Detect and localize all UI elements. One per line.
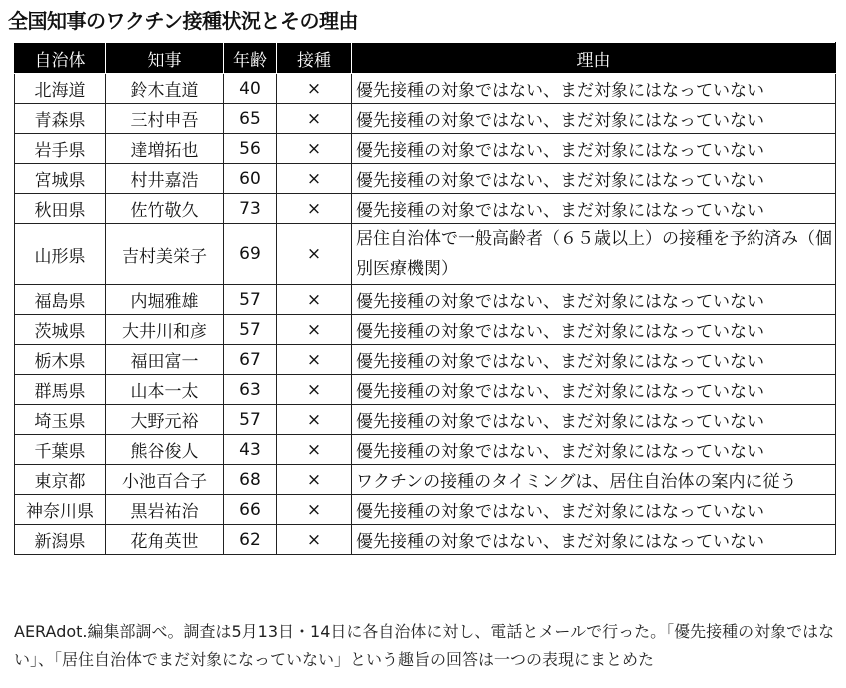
cell-prefecture: 北海道 [15,74,106,104]
cell-reason: 優先接種の対象ではない、まだ対象にはなっていない [352,315,836,345]
cell-governor: 吉村美栄子 [106,224,224,285]
cell-reason: 優先接種の対象ではない、まだ対象にはなっていない [352,134,836,164]
cell-reason: ワクチンの接種のタイミングは、居住自治体の案内に従う [352,465,836,495]
governor-vaccination-table [14,42,836,555]
table-row [15,465,836,495]
cell-prefecture: 福島県 [15,285,106,315]
cell-reason: 優先接種の対象ではない、まだ対象にはなっていない [352,104,836,134]
cell-vaccinated: × [277,525,352,555]
cell-prefecture: 埼玉県 [15,405,106,435]
table-row [15,134,836,164]
cell-reason: 優先接種の対象ではない、まだ対象にはなっていない [352,405,836,435]
cell-prefecture: 茨城県 [15,315,106,345]
cell-reason: 優先接種の対象ではない、まだ対象にはなっていない [352,194,836,224]
cell-prefecture: 千葉県 [15,435,106,465]
cell-vaccinated: × [277,134,352,164]
cell-vaccinated: × [277,194,352,224]
cell-age: 57 [224,405,277,435]
table-row [15,405,836,435]
cell-governor: 福田富一 [106,345,224,375]
page-title: 全国知事のワクチン接種状況とその理由 [8,9,358,33]
cell-reason: 優先接種の対象ではない、まだ対象にはなっていない [352,345,836,375]
cell-age: 60 [224,164,277,194]
table-row [15,285,836,315]
cell-governor: 達増拓也 [106,134,224,164]
table-row [15,495,836,525]
cell-prefecture: 群馬県 [15,375,106,405]
cell-reason: 居住自治体で一般高齢者（６５歳以上）の接種を予約済み（個別医療機関） [352,224,836,285]
cell-prefecture: 神奈川県 [15,495,106,525]
cell-reason: 優先接種の対象ではない、まだ対象にはなっていない [352,375,836,405]
cell-vaccinated: × [277,224,352,285]
cell-reason: 優先接種の対象ではない、まだ対象にはなっていない [352,285,836,315]
cell-governor: 黒岩祐治 [106,495,224,525]
table-row [15,525,836,555]
cell-age: 63 [224,375,277,405]
cell-governor: 佐竹敬久 [106,194,224,224]
cell-vaccinated: × [277,435,352,465]
table-row [15,74,836,104]
cell-reason: 優先接種の対象ではない、まだ対象にはなっていない [352,525,836,555]
cell-age: 67 [224,345,277,375]
cell-governor: 内堀雅雄 [106,285,224,315]
cell-prefecture: 山形県 [15,224,106,285]
cell-age: 62 [224,525,277,555]
cell-governor: 三村申吾 [106,104,224,134]
cell-vaccinated: × [277,465,352,495]
cell-vaccinated: × [277,104,352,134]
header-vaccinated: 接種 [277,43,352,74]
cell-age: 68 [224,465,277,495]
table-row [15,375,836,405]
cell-governor: 大野元裕 [106,405,224,435]
cell-prefecture: 青森県 [15,104,106,134]
cell-governor: 鈴木直道 [106,74,224,104]
table-row [15,315,836,345]
cell-prefecture: 宮城県 [15,164,106,194]
cell-prefecture: 岩手県 [15,134,106,164]
cell-reason: 優先接種の対象ではない、まだ対象にはなっていない [352,495,836,525]
cell-governor: 熊谷俊人 [106,435,224,465]
cell-age: 69 [224,224,277,285]
cell-prefecture: 栃木県 [15,345,106,375]
table-row [15,435,836,465]
header-prefecture: 自治体 [15,43,106,74]
cell-vaccinated: × [277,405,352,435]
cell-vaccinated: × [277,495,352,525]
cell-governor: 村井嘉浩 [106,164,224,194]
table-row [15,194,836,224]
cell-prefecture: 東京都 [15,465,106,495]
cell-age: 66 [224,495,277,525]
header-reason: 理由 [352,43,836,74]
table-header-row [15,43,836,74]
cell-reason: 優先接種の対象ではない、まだ対象にはなっていない [352,164,836,194]
cell-age: 57 [224,285,277,315]
cell-governor: 小池百合子 [106,465,224,495]
cell-prefecture: 新潟県 [15,525,106,555]
cell-vaccinated: × [277,285,352,315]
cell-age: 57 [224,315,277,345]
table-row [15,345,836,375]
cell-governor: 大井川和彦 [106,315,224,345]
cell-vaccinated: × [277,315,352,345]
cell-vaccinated: × [277,345,352,375]
header-age: 年齢 [224,43,277,74]
table-row [15,164,836,194]
table-row [15,224,836,285]
cell-vaccinated: × [277,164,352,194]
source-note: AERAdot.編集部調べ。調査は5月13日・14日に各自治体に対し、電話とメールで行った。「優先接種の対象ではない」、「居住自治体でまだ対象になっていない」という趣旨の回答は一つの表現にまとめた [14,622,835,669]
header-governor: 知事 [106,43,224,74]
cell-vaccinated: × [277,375,352,405]
cell-reason: 優先接種の対象ではない、まだ対象にはなっていない [352,435,836,465]
cell-reason: 優先接種の対象ではない、まだ対象にはなっていない [352,74,836,104]
cell-age: 43 [224,435,277,465]
table-row [15,104,836,134]
cell-prefecture: 秋田県 [15,194,106,224]
cell-vaccinated: × [277,74,352,104]
cell-age: 40 [224,74,277,104]
cell-age: 65 [224,104,277,134]
cell-governor: 山本一太 [106,375,224,405]
cell-age: 73 [224,194,277,224]
cell-age: 56 [224,134,277,164]
cell-governor: 花角英世 [106,525,224,555]
